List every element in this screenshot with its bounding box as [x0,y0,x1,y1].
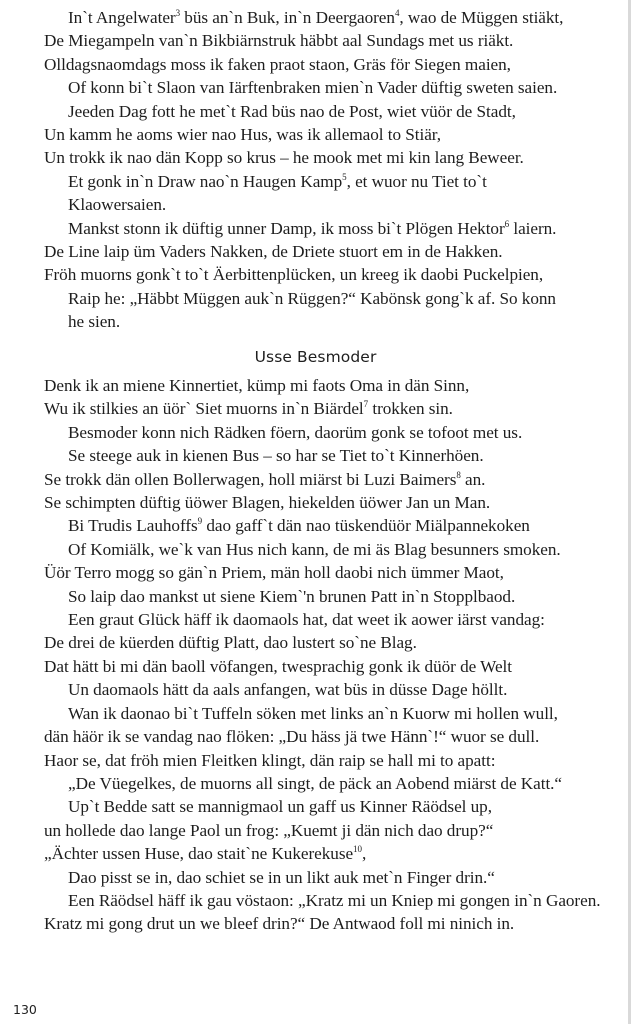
verse-text: In`t Angelwater [68,8,176,27]
verse-line [44,749,619,772]
verse-line [44,6,619,29]
verse-line [44,491,619,514]
verse-text: dao gaff`t dän nao tüskendüör Miälpannekoken [202,516,530,536]
verse-line [44,866,619,889]
verse-text: Se trokk dän ollen Bollerwagen, holl miärst bi Luzi Baimers [44,469,457,489]
verse-text: , wao de Müggen stiäkt, [399,8,564,27]
verse-text: Wu ik stilkies an üör` Siet muorns in`n Biärdel [44,399,364,419]
verse-text: Wan ik daonao bi`t Tuffeln söken met links an`n Kuorw mi hollen wull, [68,703,558,723]
verse-text: Dao pisst se in, dao schiet se in un likt auk met`n Finger drin.“ [68,867,495,887]
verse-text: , et wuor nu Tiet to`t [346,171,487,191]
verse-text: Denk ik an miene Kinnertiet, kümp mi faots Oma in dän Sinn, [44,376,470,395]
verse-text: Se steege auk in kienen Bus – so har se Tiet to`t Kinnerhöen. [68,446,484,466]
verse-line [44,100,619,123]
verse-text: Dat hätt bi mi dän baoll vöfangen, twesprachig gonk ik düör de Welt [44,656,512,676]
verse-text: Se schimpten düftig üöwer Blagen, hiekelden üöwer Jan un Man. [44,493,491,513]
verse-line [44,678,619,701]
verse-text: So laip dao mankst ut siene Kiem`'n brunen Patt in`n Stopplbaod. [68,586,516,606]
verse-line [44,819,619,842]
verse-line [44,725,619,748]
verse-text: Een Räödsel häff ik gau vöstaon: „Kratz mi un Kniep mi gongen in`n Gaoren. [68,890,601,910]
verse-text: un hollede dao lange Paol un frog: „Kuemt ji dän nich dao drup?“ [44,820,494,840]
verse-line [44,29,619,52]
verse-line [44,889,619,912]
verse-line [44,585,619,608]
verse-text: he sien. [68,312,121,332]
verse-text: De Miegampeln van`n Bikbiärnstruk häbbt aal Sundags met us riäkt. [44,31,514,51]
verse-text: Up`t Bedde satt se mannigmaol un gaff us Kinner Räödsel up, [68,797,492,817]
verse-text: Of Komiälk, we`k van Hus nich kann, de mi äs Blag besunners smoken. [68,539,561,559]
verse-text: trokken sin. [368,399,453,419]
verse-line [44,912,619,935]
verse-line [44,53,619,76]
verse-text: Een graut Glück häff ik daomaols hat, dat weet ik aower iärst vandag: [68,610,545,630]
verse-line [44,193,619,216]
verse-line [44,538,619,561]
verse-line [44,240,619,263]
verse-text: De Line laip üm Vaders Nakken, de Driete stuort em in de Hakken. [44,242,503,262]
verse-text: Olldagsnaomdags moss ik faken praot staon, Gräs för Siegen maien, [44,54,511,74]
verse-text: Bi Trudis Lauhoffs [68,516,198,536]
verse-line [44,310,619,333]
poem-section-2 [44,374,619,936]
verse-line [44,287,619,310]
verse-line [44,444,619,467]
verse-line [44,795,619,818]
verse-text: Un daomaols hätt da aals anfangen, wat büs in düsse Dage höllt. [68,680,508,700]
verse-line [44,655,619,678]
section-heading: Usse Besmoder [254,348,377,366]
verse-text: laiern. [509,218,557,238]
verse-line [44,772,619,795]
verse-text: De drei de küerden düftig Platt, dao lustert so`ne Blag. [44,633,417,653]
verse-text: an. [460,469,486,489]
verse-text: Kratz mi gong drut un we bleef drin?“ De Antwaod foll mi ninich in. [44,914,515,934]
verse-line [44,468,619,491]
verse-text: büs an`n Buk, in`n Deergaoren [180,8,395,27]
verse-text: Klaowersaien. [68,195,167,215]
verse-text: Et gonk in`n Draw nao`n Haugen Kamp [68,171,343,191]
verse-line [44,421,619,444]
verse-line [44,631,619,654]
verse-text: Jeeden Dag fott he met`t Rad büs nao de Post, wiet vüör de Stadt, [68,101,516,121]
footnote-marker: 7 [363,399,369,410]
verse-line [44,170,619,193]
verse-text: Üör Terro mogg so gän`n Priem, män holl daobi nich ümmer Maot, [44,563,504,583]
verse-line [44,76,619,99]
verse-line [44,702,619,725]
footnote-marker: 5 [342,171,347,182]
verse-text: „De Vüegelkes, de muorns all singt, de päck an Aobend miärst de Katt.“ [68,773,563,793]
verse-text: Haor se, dat fröh mien Fleitken klingt, dän raip se hall mi to apatt: [44,750,496,770]
verse-text: Fröh muorns gonk`t to`t Äerbittenplücken, un kreeg ik daobi Puckelpien, [44,265,544,285]
verse-line [44,397,619,420]
verse-line [44,514,619,537]
verse-text: Of konn bi`t Slaon van Iärftenbraken mien`n Vader düftig sweten saien. [68,78,558,98]
verse-line [44,146,619,169]
verse-line [44,263,619,286]
verse-text: , [361,844,367,864]
verse-text: Un kamm he aoms wier nao Hus, was ik allemaol to Stiär, [44,125,442,145]
verse-line [44,608,619,631]
verse-line [44,123,619,146]
footnote-marker: 6 [504,218,510,229]
verse-text: Mankst stonn ik düftig unner Damp, ik moss bi`t Plögen Hektor [68,218,505,238]
verse-text: „Ächter ussen Huse, dao stait`ne Kukerekuse [44,844,354,864]
verse-line [44,374,619,397]
footnote-marker: 8 [456,469,461,480]
verse-text: Besmoder konn nich Rädken föern, daorüm gonk se tofoot met us. [68,422,523,442]
verse-text: Un trokk ik nao dän Kopp so krus – he mook met mi kin lang Beweer. [44,148,524,168]
footnote-marker: 4 [394,8,400,18]
verse-line [44,217,619,240]
verse-line [44,842,619,865]
footnote-marker: 9 [197,516,203,527]
verse-text: Raip he: „Häbbt Müggen auk`n Rüggen?“ Kabönsk gong`k af. So konn [68,288,556,308]
footnote-marker: 3 [175,8,181,18]
verse-line [44,561,619,584]
footnote-marker: 10 [353,844,362,855]
poem-section-1 [44,6,619,334]
verse-text: dän häör ik se vandag nao flöken: „Du häss jä twe Hänn`!“ wuor se dull. [44,727,540,747]
page-number: 130 [13,1002,37,1017]
